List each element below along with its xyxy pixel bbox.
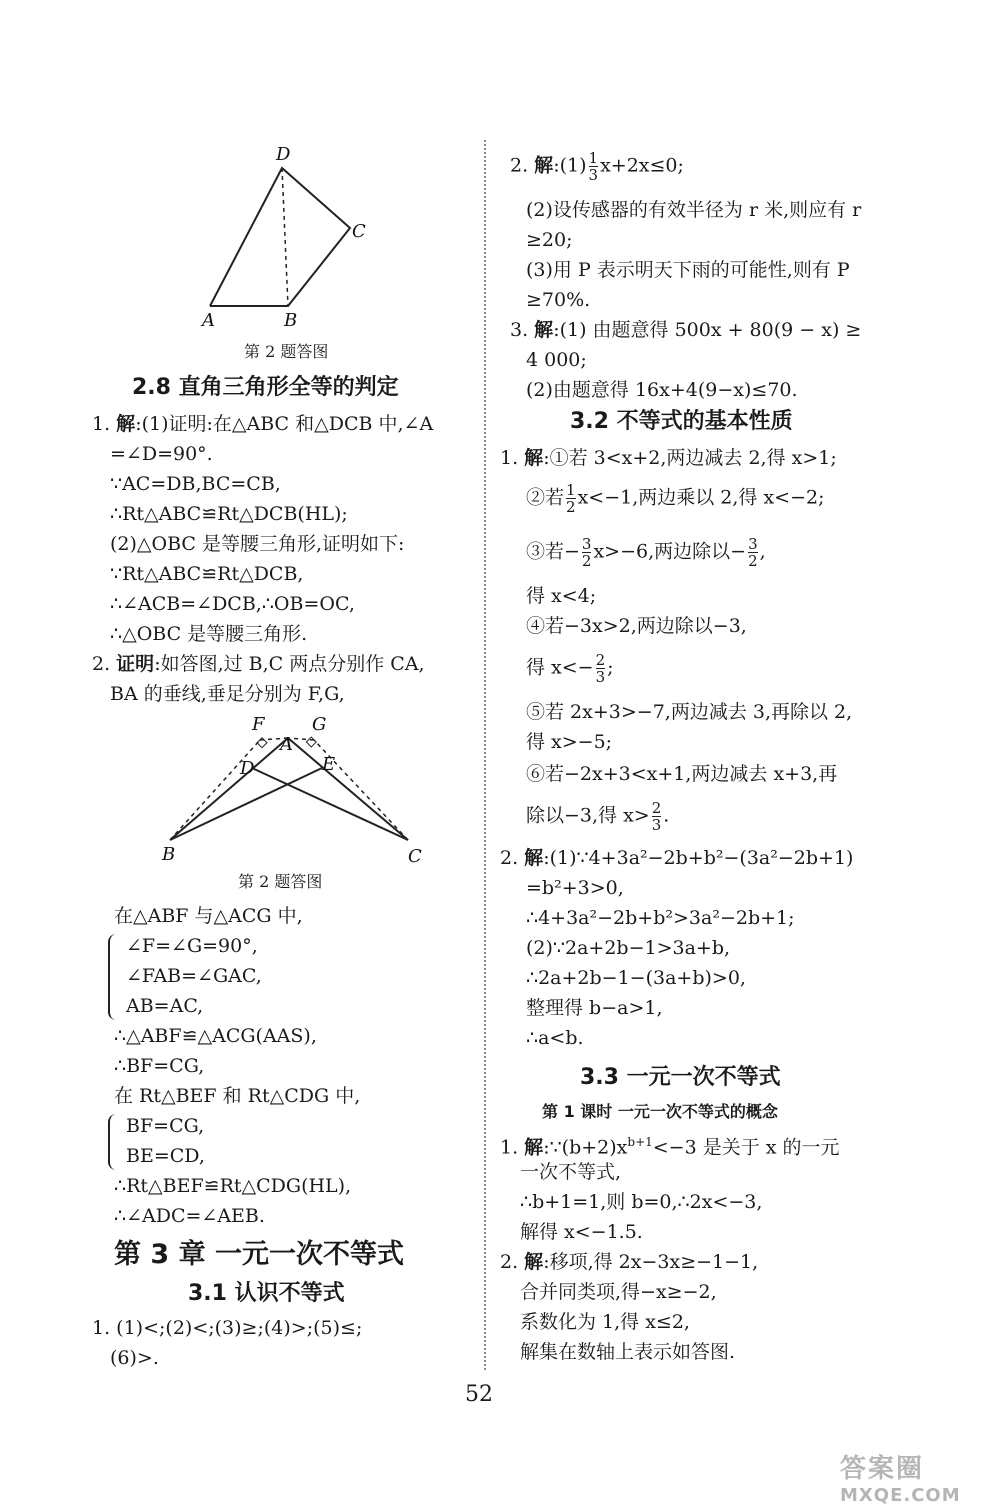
system-line: BE=CD, bbox=[126, 1145, 205, 1167]
e-line: 合并同类项,得−x≥−2, bbox=[520, 1281, 717, 1303]
label-e: E bbox=[322, 754, 336, 775]
e-line: 系数化为 1,得 x≤2, bbox=[520, 1311, 690, 1333]
c-line: =b²+3>0, bbox=[526, 877, 624, 899]
label-c: C bbox=[352, 221, 366, 242]
label-d: D bbox=[240, 758, 255, 779]
b-line: 得 x<− $\frac{2}{3}$ ; bbox=[526, 651, 614, 686]
q2-line: BA 的垂线,垂足分别为 F,G, bbox=[110, 683, 345, 705]
c-line: ∴2a+2b−1−(3a+b)>0, bbox=[526, 967, 746, 989]
system-line: BF=CG, bbox=[126, 1115, 205, 1137]
c-line: ∴a<b. bbox=[526, 1027, 584, 1049]
label-f: F bbox=[252, 714, 265, 735]
q1-line: ∵Rt△ABC≌Rt△DCB, bbox=[110, 563, 304, 585]
label-g: G bbox=[312, 714, 327, 735]
b-line: ④若−3x>2,两边除以−3, bbox=[526, 615, 747, 637]
figure-caption: 第 2 题答图 bbox=[238, 872, 323, 891]
b-line: 除以−3,得 x> $\frac{2}{3}$ . bbox=[526, 799, 670, 834]
column-divider bbox=[484, 140, 486, 1370]
fraction-numerator: 1 bbox=[588, 149, 599, 167]
label-d: D bbox=[276, 144, 291, 165]
label-b: B bbox=[162, 844, 176, 865]
proof-line: ∴△ABF≌△ACG(AAS), bbox=[114, 1025, 317, 1047]
q1-line: ∴∠ACB=∠DCB,∴OB=OC, bbox=[110, 593, 355, 615]
r3-line: 4 000; bbox=[526, 349, 587, 371]
b-line: ⑥若−2x+3<x+1,两边减去 x+3,再 bbox=[526, 763, 838, 785]
triangle-figure bbox=[152, 712, 432, 867]
q1-line: ∵AC=DB,BC=CB, bbox=[110, 473, 281, 495]
proof-line: 在△ABF 与△ACG 中, bbox=[114, 905, 303, 927]
lesson-heading: 第 1 课时 一元一次不等式的概念 bbox=[542, 1102, 778, 1121]
d-line: 1. 解$:\because(b+2)x^{b+1}<-3$ 是关于 x 的一元 bbox=[500, 1135, 840, 1159]
d-line: 解得 x<−1.5. bbox=[520, 1221, 643, 1243]
d-line: ∴b+1=1,则 b=0,∴2x<−3, bbox=[520, 1191, 763, 1213]
r2-line: ≥20; bbox=[526, 229, 573, 251]
e-line: 2. 解:移项,得 2x−3x≥−1−1, bbox=[500, 1251, 759, 1273]
b-line: ③若− $\frac{3}{2}$ x>−6,两边除以− $\frac{3}{2}$ , bbox=[526, 535, 766, 570]
chapter-heading: 第 3 章 一元一次不等式 bbox=[114, 1239, 404, 1270]
r2-line: ≥70%. bbox=[526, 289, 591, 311]
system-line: AB=AC, bbox=[126, 995, 204, 1017]
system-brace bbox=[108, 1114, 120, 1170]
system-brace bbox=[108, 934, 120, 1020]
b-line: ⑤若 2x+3>−7,两边减去 3,再除以 2, bbox=[526, 701, 853, 723]
label-c: C bbox=[408, 846, 422, 867]
q1-line: 1. 解:(1)证明:在△ABC 和△DCB 中,∠A bbox=[92, 413, 434, 435]
e-line: 解集在数轴上表示如答图. bbox=[520, 1341, 736, 1363]
q1-line: ∴△OBC 是等腰三角形. bbox=[110, 623, 308, 645]
c-line: 整理得 b−a>1, bbox=[526, 997, 663, 1019]
watermark-logo: 答案圈 MXQE.COM bbox=[840, 1454, 961, 1506]
section-heading-3-1: 3.1 认识不等式 bbox=[188, 1281, 345, 1306]
b-line: ②若 $\frac{1}{2}$ x<−1,两边乘以 2,得 x<−2; bbox=[526, 481, 825, 516]
b-line: 1. 解:①若 3<x+2,两边减去 2,得 x>1; bbox=[500, 447, 837, 469]
section-heading-3-2: 3.2 不等式的基本性质 bbox=[570, 409, 793, 434]
c-line: ∴4+3a²−2b+b²>3a²−2b+1; bbox=[526, 907, 795, 929]
q1-line: ∴Rt△ABC≌Rt△DCB(HL); bbox=[110, 503, 348, 525]
system-line: ∠FAB=∠GAC, bbox=[126, 965, 262, 987]
b-line: 得 x<4; bbox=[526, 585, 597, 607]
c-line: 2. 解:(1)∵4+3a²−2b+b²−(3a²−2b+1) bbox=[500, 847, 854, 869]
proof-line: ∴BF=CG, bbox=[114, 1055, 205, 1077]
q1-line: (2)△OBC 是等腰三角形,证明如下: bbox=[110, 533, 405, 555]
r2-line: 2. 解:(1) $\frac{1}{3}$ x+2x≤0; bbox=[510, 149, 684, 184]
quadrilateral-figure bbox=[192, 140, 392, 330]
label-a: A bbox=[280, 734, 293, 755]
system-line: ∠F=∠G=90°, bbox=[126, 935, 258, 957]
r2-line: (2)设传感器的有效半径为 r 米,则应有 r bbox=[526, 199, 862, 221]
page-number: 52 bbox=[465, 1382, 493, 1407]
r3-line: (2)由题意得 16x+4(9−x)≤70. bbox=[526, 379, 798, 401]
q1-line: =∠D=90°. bbox=[110, 443, 213, 465]
r3-line: 3. 解:(1) 由题意得 500x + 80(9 − x) ≥ bbox=[510, 319, 862, 341]
q2-line: 2. 证明:如答图,过 B,C 两点分别作 CA, bbox=[92, 653, 425, 675]
b-line: 得 x>−5; bbox=[526, 731, 613, 753]
answer-line: 1. (1)<;(2)<;(3)≥;(4)>;(5)≤; bbox=[92, 1317, 363, 1339]
figure-caption: 第 2 题答图 bbox=[244, 342, 329, 361]
answer-line: (6)>. bbox=[110, 1347, 159, 1369]
section-heading-2-8: 2.8 直角三角形全等的判定 bbox=[132, 375, 399, 400]
label-b: B bbox=[284, 310, 298, 330]
d-line: 一次不等式, bbox=[520, 1161, 622, 1183]
proof-line: ∴Rt△BEF≌Rt△CDG(HL), bbox=[114, 1175, 352, 1197]
section-heading-3-3: 3.3 一元一次不等式 bbox=[580, 1065, 781, 1090]
c-line: (2)∵2a+2b−1>3a+b, bbox=[526, 937, 731, 959]
r2-line: (3)用 P 表示明天下雨的可能性,则有 P bbox=[526, 259, 850, 281]
proof-line: 在 Rt△BEF 和 Rt△CDG 中, bbox=[114, 1085, 361, 1107]
proof-line: ∴∠ADC=∠AEB. bbox=[114, 1205, 265, 1227]
label-a: A bbox=[202, 310, 215, 330]
fraction-denominator: 3 bbox=[588, 166, 599, 184]
